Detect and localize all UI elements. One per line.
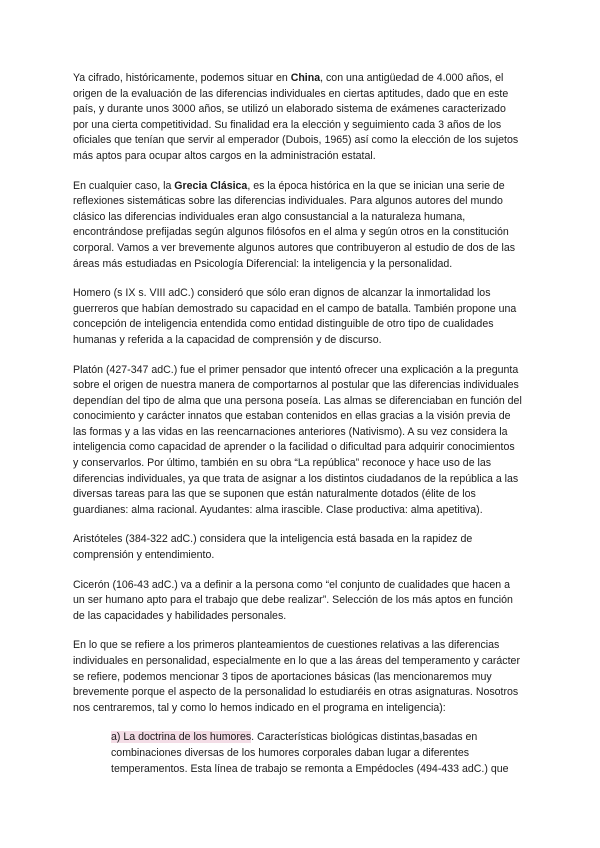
paragraph-personalidad [73, 638, 522, 716]
paragraph-text: Cicerón (106-43 adC.) va a definir a la persona como “el conjunto de cualidades que hacen a un ser humano apto para el trabajo que debe realizar”. Selección de los más aptos en función de las capacidades y habilidades personales. [73, 578, 513, 622]
highlighted-text: a) La doctrina de los humores [111, 731, 252, 744]
paragraph-text: En lo que se refiere a los primeros planteamientos de cuestiones relativas a las diferencias individuales en personalidad, especialmente en lo que a las áreas del temperamento y carácter se refiere, podemos mencionar 3 tipos de aportaciones básicas (las mencionaremos muy brevemente porque el aspecto de la personalidad lo estudiaréis en otras asignaturas. Nosotros nos centraremos, tal y como lo hemos indicado en el programa en inteligencia): [73, 639, 520, 714]
paragraph-grecia [73, 179, 522, 273]
paragraph-platon [73, 363, 522, 519]
bold-term: Grecia Clásica [174, 179, 248, 192]
paragraph-text: , con una antigüedad de 4.000 años, el origen de la evaluación de las diferencias individuales en ciertas aptitudes, dado que en este país, y durante unos 3000 años, se utilizó un elaborado sistema de exámenes caracterizado por una cierta competitividad. Su finalidad era la elección y seguimiento cada 3 años de los oficiales que tenían que servir al emperador (Dubois, 1965) así como la elección de los sujetos más aptos para ocupar altos cargos en la administración estatal. [73, 72, 519, 162]
paragraph-text: Ya cifrado, históricamente, podemos situar en [73, 72, 291, 84]
paragraph-text: Platón (427-347 adC.) fue el primer pensador que intentó ofrecer una explicación a la pregunta sobre el origen de nuestra manera de comportarnos al postular que las diferencias individuales dependían del tipo de alma que una persona poseía. Las almas se diferenciaban en función del conocimiento y carácter innatos que estaban contenidos en ellas gracias a la visión previa de las formas y a las vidas en las reencarnaciones anteriores (Nativismo). A su vez considera la inteligencia como capacidad de aprender o la facilidad o dificultad para adquirir conocimientos y conservarlos. Por último, también en su obra “La república” reconoce y hace uso de las diferencias individuales, ya que trata de asignar a los distintos ciudadanos de la república a las diversas tareas para las que se suponen que están naturalmente dotados (élite de los guardianes: alma racional. Ayudantes: alma irascible. Clase productiva: alma apetitiva). [73, 363, 522, 516]
paragraph-aristoteles [73, 532, 522, 563]
bold-term: China [290, 72, 321, 84]
list-item-text: . Características biológicas distintas,basadas en combinaciones diversas de los humores corporales daban lugar a diferentes temperamentos. Esta línea de trabajo se remonta a Empédocles (494-433 adC.) que [111, 731, 509, 775]
list-item-humores [111, 730, 522, 777]
paragraph-text: Homero (s IX s. VIII adC.) consideró que sólo eran dignos de alcanzar la inmortalidad los guerreros que habían demostrado su capacidad en el campo de batalla. También propone una concepción de inteligencia entendida como entidad distinguible de otro tipo de cualidades humanas y referida a la capacidad de comprensión y de discurso. [73, 287, 517, 346]
paragraph-homero [73, 286, 522, 348]
paragraph-text: , es la época histórica en la que se inician una serie de reflexiones sistemáticas sobre las diferencias individuales. Para algunos autores del mundo clásico las diferencias individuales eran algo consustancial a la naturaleza humana, encontrándose prefijadas según algunos filósofos en el alma y según otros en la constitución corporal. Vamos a ver brevemente algunos autores que contribuyeron al estudio de dos de las áreas más estudiadas en Psicología Diferencial: la inteligencia y la personalidad. [73, 179, 516, 270]
paragraph-text: Aristóteles (384-322 adC.) considera que la inteligencia está basada en la rapidez de comprensión y entendimiento. [73, 533, 473, 562]
paragraph-ciceron [73, 578, 522, 625]
paragraph-china [73, 71, 522, 165]
paragraph-text: En cualquier caso, la [73, 179, 175, 192]
